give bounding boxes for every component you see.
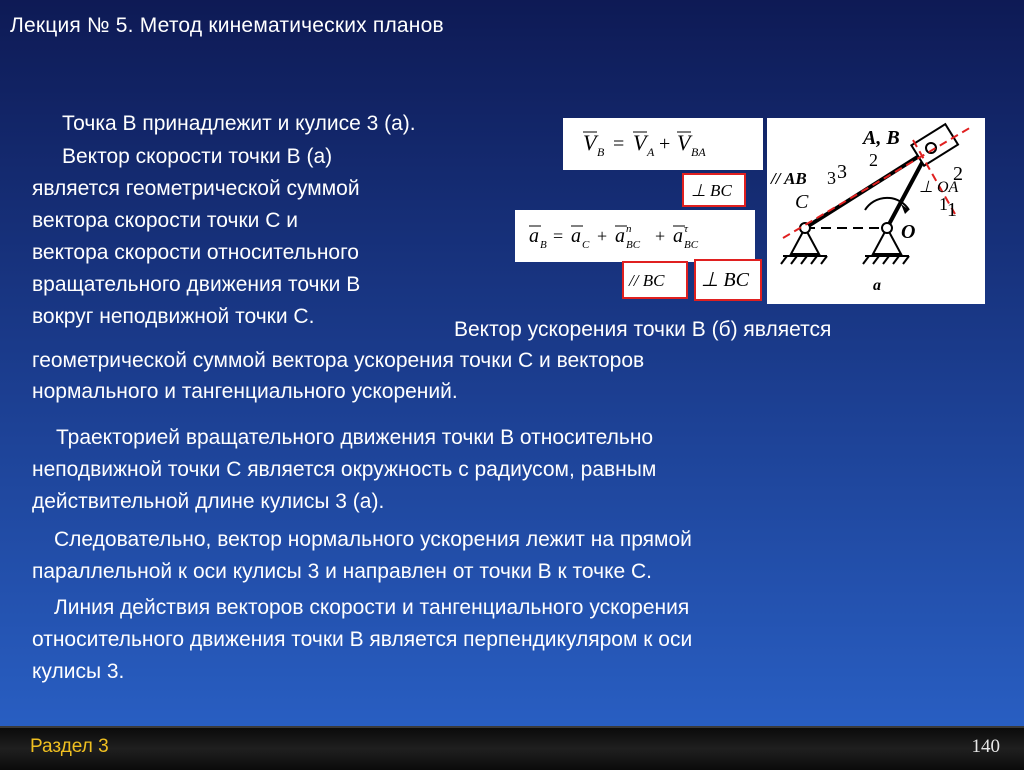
label-3: 3 — [837, 161, 847, 183]
label-o: O — [901, 221, 916, 243]
formula-symbol: C — [582, 239, 590, 251]
slide-title: Лекция № 5. Метод кинематических планов — [10, 14, 444, 37]
label-perp-oa: ⊥ OA — [919, 179, 959, 196]
paragraph-6 — [32, 594, 692, 685]
label-3b: 3 — [827, 168, 836, 188]
joint-c — [800, 223, 810, 233]
formula-symbol: BC — [684, 239, 699, 251]
paragraph-1 — [32, 110, 416, 137]
formula-symbol: V — [677, 130, 691, 155]
formula-symbol: B — [540, 239, 547, 251]
formula-symbol: + — [659, 133, 671, 155]
formula-panel-accel — [515, 210, 755, 262]
joint-o — [882, 223, 892, 233]
paragraph-5 — [32, 526, 692, 585]
label-2-right: 2 — [953, 163, 963, 185]
text-line: Точка В принадлежит и кулисе 3 (а). — [62, 112, 416, 135]
formula-symbol: B — [597, 145, 605, 159]
formula-symbol: = — [553, 226, 564, 246]
formula-symbol: + — [655, 226, 666, 246]
text-line: Линия действия векторов скорости и тангенциального ускорения — [54, 596, 690, 619]
label-parallel-ab: // AB — [771, 169, 807, 188]
text-line: параллельной к оси кулисы 3 и направлен от точки В к точке С. — [32, 560, 653, 583]
text-line: нормального и тангенциального ускорений. — [32, 380, 458, 403]
formula-symbol: V — [633, 130, 647, 155]
formula-symbol: τ — [684, 223, 688, 235]
label-2-top: 2 — [869, 150, 878, 170]
text-line: является геометрической суммой — [32, 177, 360, 200]
paragraph-4 — [32, 424, 656, 515]
perp-bc-label-2: ⊥ BC — [701, 269, 749, 291]
text-line: Траекторией вращательного движения точки В относительно — [56, 426, 654, 449]
paragraph-2 — [32, 143, 360, 330]
text-line: вектора скорости точки С и — [32, 209, 298, 232]
text-line: вектора скорости относительного — [32, 241, 359, 264]
text-line: геометрической суммой вектора ускорения точки С и векторов — [32, 349, 645, 372]
formula-symbol: = — [613, 133, 625, 155]
page-number: 140 — [971, 736, 1000, 757]
label-c: C — [795, 191, 809, 213]
text-line: Следовательно, вектор нормального ускорения лежит на прямой — [54, 528, 692, 551]
label-1b: 1 — [939, 194, 948, 214]
label-a: a — [873, 277, 881, 294]
text-line: действительной длине кулисы 3 (а). — [32, 490, 385, 513]
text-line: относительного движения точки В является перпендикуляром к оси — [32, 628, 693, 651]
text-line: Вектор скорости точки В (а) — [62, 145, 333, 168]
formula-symbol: a — [615, 225, 625, 247]
formula-symbol: a — [529, 225, 539, 247]
formula-symbol: + — [597, 226, 608, 246]
formula-symbol: V — [583, 130, 597, 155]
text-line: вращательного движения точки В — [32, 273, 361, 296]
text-line: вокруг неподвижной точки С. — [32, 305, 315, 328]
footer-bar — [0, 726, 1024, 770]
paragraph-3 — [32, 316, 831, 405]
formula-symbol: a — [571, 225, 581, 247]
text-line: неподвижной точки С является окружность с радиусом, равным — [32, 458, 657, 481]
label-1: 1 — [947, 199, 957, 221]
label-ab: A, B — [863, 127, 900, 149]
text-line: Вектор ускорения точки В (б) является — [454, 318, 832, 341]
footer-section-label: Раздел 3 — [30, 736, 109, 757]
formula-symbol: A — [647, 145, 655, 159]
formula-symbol: BA — [691, 145, 706, 159]
perp-bc-label-1: ⊥ BC — [691, 181, 732, 200]
text-line: кулисы 3. — [32, 660, 125, 683]
formula-symbol: n — [626, 223, 632, 235]
formula-symbol: a — [673, 225, 683, 247]
formula-symbol: BC — [626, 239, 641, 251]
kinematic-figure — [515, 110, 985, 310]
parallel-bc-label: // BC — [629, 271, 665, 290]
